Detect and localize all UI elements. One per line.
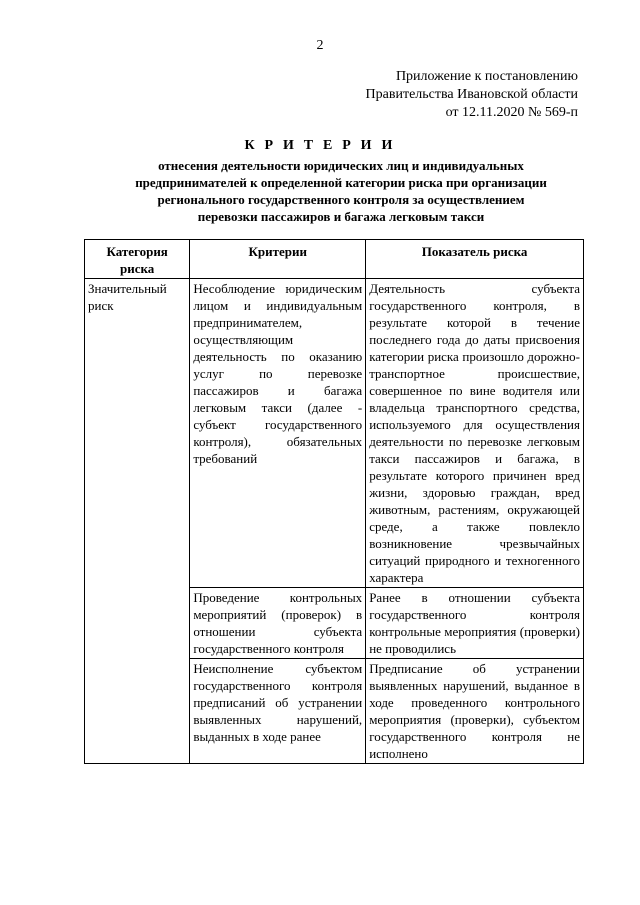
table-row — [85, 279, 584, 588]
criterion-cell: Неисполнение субъектом государственного контроля предписаний об устранении выявленных нарушений, выданных в ходе ранее — [190, 659, 366, 764]
appendix-line-3: от 12.11.2020 № 569-п — [445, 105, 578, 120]
appendix-line-2: Правительства Ивановской области — [365, 87, 578, 102]
header-criteria: Критерии — [190, 240, 366, 279]
indicator-cell: Деятельность субъекта государственного контроля, в результате которой в течение последнего года до даты присвоения категории риска произошло дорожно-транспортное происшествие, совершенное по вине водителя или владельца транспортного средства, используемого для осуществления деятельности по перевозке легковым такси пассажиров и багажа, в результате которого причинен вред жизни, здоровью граждан, вред животным, растениям, окружающей среде, а также повлекло возникновение чрезвычайных ситуаций природного и техногенного характера — [366, 279, 584, 588]
criteria-table — [84, 239, 584, 764]
subtitle-line-1: отнесения деятельности юридических лиц и индивидуальных — [158, 158, 524, 173]
document-subtitle — [100, 157, 582, 225]
subtitle-line-4: перевозки пассажиров и багажа легковым такси — [197, 209, 485, 224]
subtitle-line-2: предпринимателей к определенной категории риска при организации — [135, 175, 547, 190]
header-indicator: Показатель риска — [366, 240, 584, 279]
page-number: 2 — [316, 38, 324, 53]
criterion-cell: Несоблюдение юридическим лицом и индивидуальным предпринимателем, осуществляющим деятельность по оказанию услуг по перевозке пассажиров и багажа легковым такси (далее - субъект государственного контроля), обязательных требований — [190, 279, 366, 588]
risk-category-cell: Значительный риск — [85, 279, 190, 764]
appendix-reference — [366, 68, 578, 122]
subtitle-line-3: регионального государственного контроля за осуществлением — [157, 192, 525, 207]
indicator-cell: Предписание об устранении выявленных нарушений, выданное в ходе проведенного контрольного мероприятия (проверки), субъектом государственного контроля не исполнено — [366, 659, 584, 764]
table-header-row — [85, 240, 584, 279]
appendix-line-1: Приложение к постановлению — [395, 69, 578, 84]
indicator-cell: Ранее в отношении субъекта государственного контроля контрольные мероприятия (проверки) не проводились — [366, 588, 584, 659]
header-category: Категория риска — [85, 240, 190, 279]
criterion-cell: Проведение контрольных мероприятий (проверок) в отношении субъекта государственного контроля — [190, 588, 366, 659]
document-title: К Р И Т Е Р И И — [244, 138, 396, 153]
